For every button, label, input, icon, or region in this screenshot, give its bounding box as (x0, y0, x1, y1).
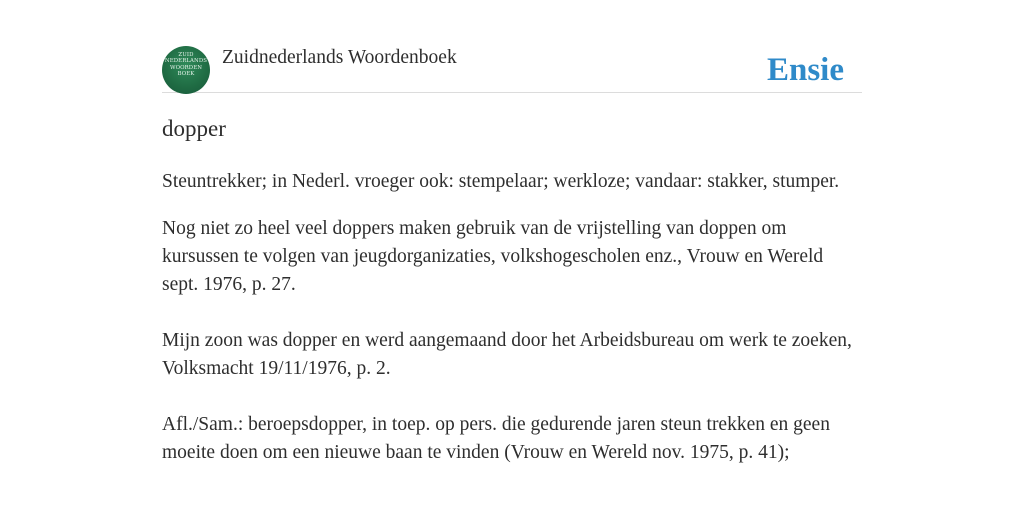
entry-quote: Mijn zoon was dopper en werd aangemaand door het Arbeidsbureau om werk te zoeken, Volksmacht 19/11/1976, p. 2. (162, 330, 852, 379)
dictionary-title-link[interactable]: Zuidnederlands Woordenboek (222, 47, 457, 68)
logo-line: ZUID (178, 52, 194, 58)
entry-body (162, 168, 862, 486)
logo-line: WOORDEN (169, 64, 203, 71)
entry-headword: dopper (162, 116, 226, 141)
site-header (162, 46, 862, 93)
entry-page (162, 0, 862, 512)
logo-lettering (162, 52, 210, 78)
entry-definition: Steuntrekker; in Nederl. vroeger ook: stempelaar; werkloze; vandaar: stakker, stumper. (162, 171, 840, 192)
ensie-brand-logo[interactable]: Ensie (766, 52, 844, 88)
logo-line: BOEK (177, 71, 195, 78)
dictionary-logo[interactable] (162, 46, 210, 94)
entry-quote: Nog niet zo heel veel doppers maken gebruik van de vrijstelling van doppen om kursussen te volgen van jeugdorganizaties, volkshogescholen enz., Vrouw en Wereld sept. 1976, p. 27. (162, 218, 824, 295)
logo-line: NEDERLANDS (164, 58, 208, 65)
entry-derivations: Afl./Sam.: beroepsdopper, in toep. op pers. die gedurende jaren steun trekken en geen moeite doen om een nieuwe baan te vinden (Vrouw en Wereld nov. 1975, p. 41); (162, 414, 830, 463)
